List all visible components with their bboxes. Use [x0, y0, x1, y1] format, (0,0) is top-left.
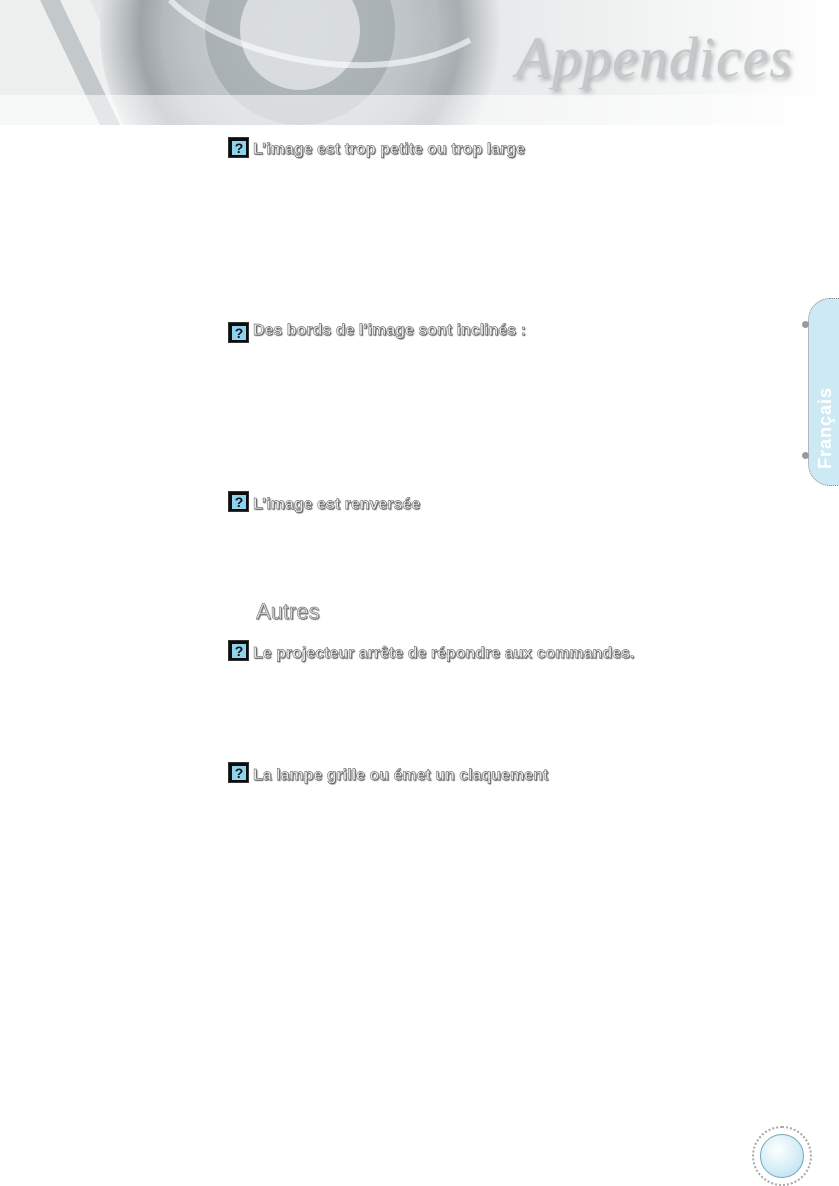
- section-heading: Autres: [256, 599, 320, 624]
- tab-dot-icon: [802, 321, 809, 328]
- question-icon: ?: [228, 322, 249, 343]
- question-icon: ?: [228, 640, 249, 661]
- question-heading: Des bords de l’image sont inclinés :: [253, 322, 526, 339]
- language-side-tab: [808, 298, 839, 486]
- question-heading: Le projecteur arrête de répondre aux commandes.: [253, 645, 635, 662]
- page-title: Appendices: [515, 25, 793, 90]
- question-heading: L’image est trop petite ou trop large: [253, 141, 526, 158]
- question-icon: ?: [228, 491, 249, 512]
- page-number-badge: [752, 1126, 812, 1186]
- tab-dot-icon: [802, 452, 809, 459]
- language-tab-label: Français: [815, 386, 835, 469]
- question-heading: L’image est renversée: [253, 496, 421, 513]
- question-icon: ?: [228, 137, 249, 158]
- header-lens-graphic: [0, 0, 839, 125]
- page-disc-icon: [760, 1134, 804, 1178]
- question-icon: ?: [228, 762, 249, 783]
- question-heading: La lampe grille ou émet un claquement: [253, 767, 549, 784]
